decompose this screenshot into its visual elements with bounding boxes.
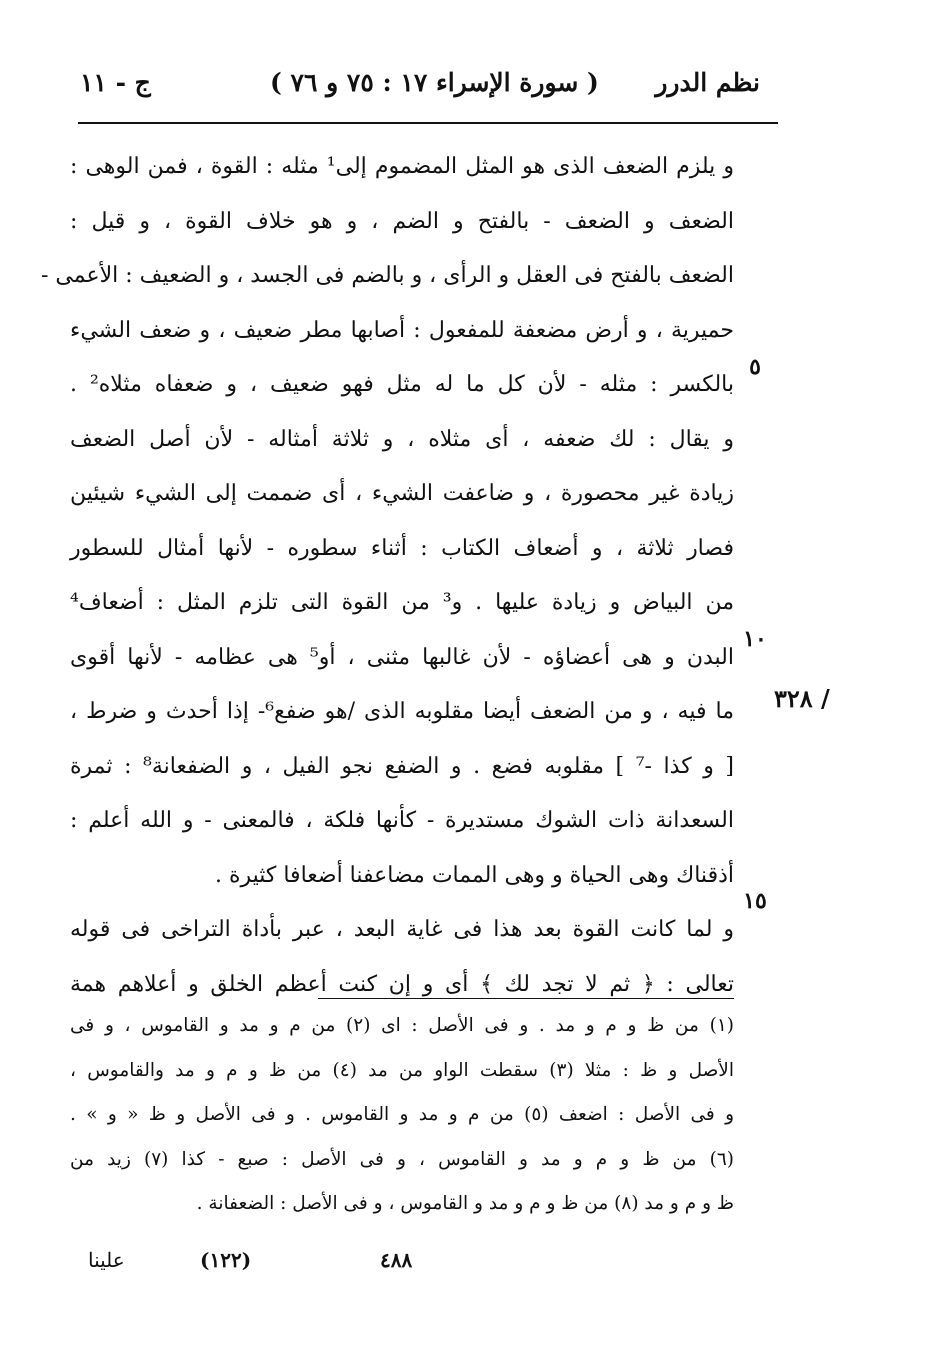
text-line: الضعف بالفتح فى العقل و الرأى ، و بالضم فى الجسد ، و الضعيف : الأعمى - — [41, 263, 734, 288]
text-line: و يقال : لك ضعفه ، أى مثلاه ، و ثلاثة أمثاله - لأن أصل الضعف — [70, 426, 734, 452]
footnote-line: (٦) من ظ و م و مد و القاموس ، و فى الأصل : صبع - كذا (٧) زيد من — [70, 1148, 735, 1170]
text-line: و يلزم الضعف الذى هو المثل المضموم إلى¹ مثله : القوة ، فمن الوهى : — [70, 154, 734, 179]
text-line: السعدانة ذات الشوك مستديرة - كأنها فلكة ، فالمعنى - و الله أعلم : — [70, 808, 734, 833]
running-header — [80, 68, 760, 116]
text-line: بالكسر : مثله - لأن كل ما له مثل فهو ضعيف ، و ضعفاه مثلاه² . — [70, 372, 734, 397]
text-line: تعالى : ﴿ ثم لا تجد لك ﴾ أى و إن كنت أعظم الخلق و أعلاهم همة — [70, 971, 734, 997]
catchword: علينا — [88, 1248, 125, 1272]
line-number-15: ١٥ — [743, 888, 767, 914]
text-line: من البياض و زيادة عليها . و³ من القوة التى تلزم المثل : أضعاف⁴ — [70, 590, 735, 615]
text-line: [ و كذا -⁷ ] مقلوبه فضع . و الضفع نجو الفيل ، و الضفعانة⁸ : ثمرة — [70, 753, 734, 779]
text-line: الضعف و الضعف - بالفتح و الضم ، و هو خلاف القوة ، و قيل : — [70, 208, 734, 234]
manuscript-page-ref: / ٣٢٨ — [774, 684, 830, 713]
text-line: البدن و هى أعضاؤه - لأن غالبها مثنى ، أو⁵ هى عظامه - لأنها أقوى — [70, 644, 734, 670]
text-line: ما فيه ، و من الضعف أيضا مقلوبه الذى /هو ضفع⁶- إذا أحدث و ضرط ، — [70, 699, 734, 724]
footnote-rule — [318, 998, 734, 999]
page-footer — [0, 1248, 934, 1288]
text-line: و لما كانت القوة بعد هذا فى غاية البعد ، عبر بأداة التراخى فى قوله — [70, 917, 734, 942]
header-rule — [78, 122, 778, 124]
text-line: زيادة غير محصورة ، و ضاعفت الشيء ، أى ضممت إلى الشيء شيئين — [70, 481, 734, 506]
signature-mark: (١٢٢) — [200, 1248, 252, 1272]
line-number-5: ٥ — [749, 354, 761, 380]
footnotes — [70, 1004, 734, 1227]
volume-number: ج - ١١ — [80, 68, 151, 97]
footnote-line: و فى الأصل : اضعف (٥) من م و مد و القاموس . و فى الأصل و ظ « و » . — [70, 1104, 735, 1125]
footnote-line: الأصل و ظ : مثلا (٣) سقطت الواو من مد (٤) من ظ و م و مد والقاموس ، — [70, 1059, 734, 1081]
footnote-line: ظ و م و مد (٨) من ظ و م و مد و القاموس ، و فى الأصل : الضعفانة . — [196, 1193, 734, 1214]
main-text — [41, 140, 735, 1012]
text-line: فصار ثلاثة ، و أضعاف الكتاب : أثناء سطوره - لأنها أمثال للسطور — [70, 535, 734, 561]
book-title: نظم الدرر — [655, 68, 760, 97]
text-line: حميرية ، و أرض مضعفة للمفعول : أصابها مطر ضعيف ، و ضعف الشيء — [70, 317, 734, 343]
line-number-10: ١٠ — [743, 626, 767, 652]
surah-reference: ( سورة الإسراء ١٧ : ٧٥ و ٧٦ ) — [270, 68, 599, 97]
footnote-line: (١) من ظ و م و مد . و فى الأصل : اى (٢) من م و مد و القاموس ، و فى — [70, 1015, 734, 1036]
page-number: ٤٨٨ — [380, 1248, 413, 1272]
text-line: أذقناك وهى الحياة و وهى الممات مضاعفنا أضعافا كثيرة . — [214, 862, 734, 888]
